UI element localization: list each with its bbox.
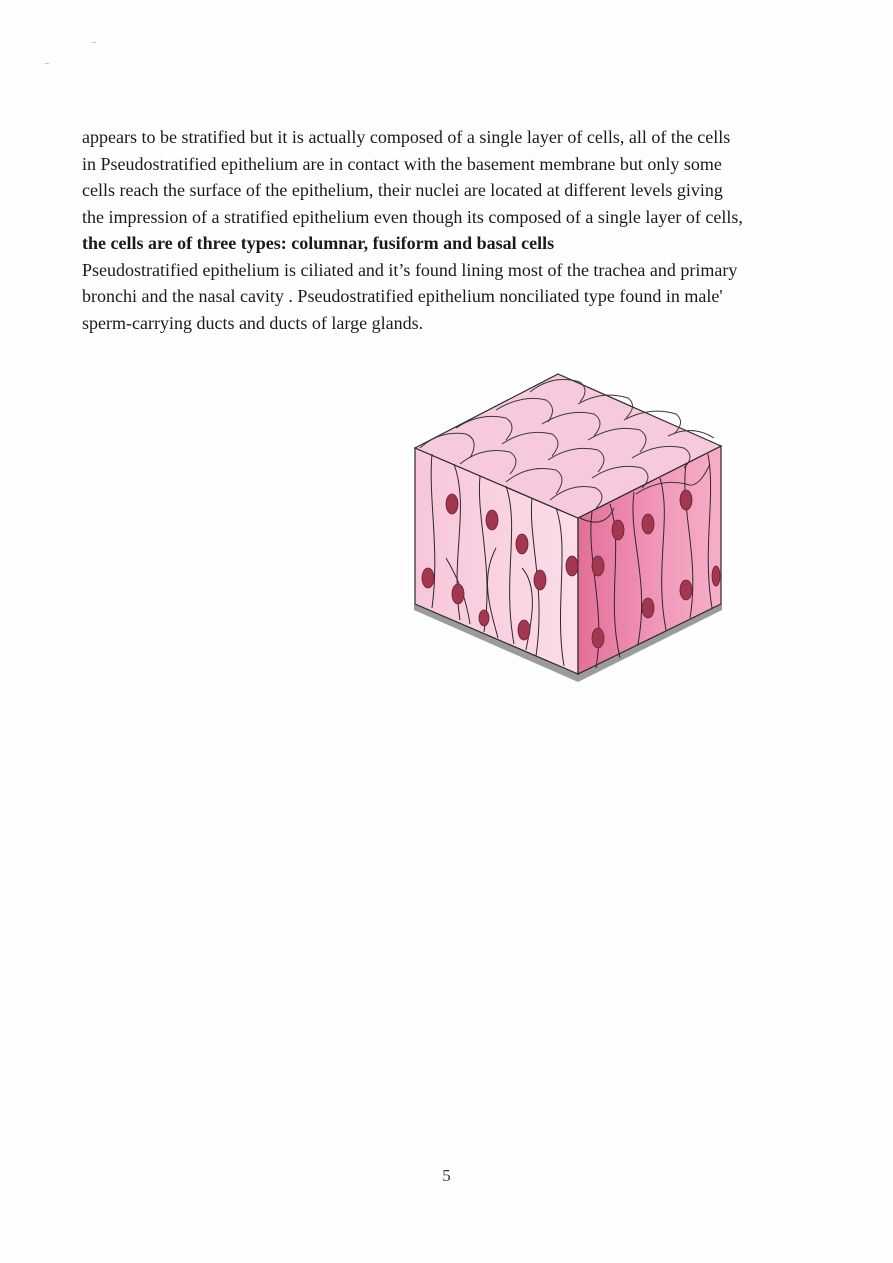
body-paragraph xyxy=(82,124,827,336)
text-line: Pseudostratified epithelium is ciliated and it’s found lining most of the trachea and primary xyxy=(82,259,738,280)
text-line: cells reach the surface of the epithelium, their nuclei are located at different levels giving xyxy=(82,180,723,200)
scan-speck xyxy=(45,63,49,64)
epithelium-block-drawing xyxy=(410,368,726,686)
page-number: 5 xyxy=(442,1166,451,1185)
text-line: in Pseudostratified epithelium are in contact with the basement membrane but only some xyxy=(82,153,722,174)
scan-speck xyxy=(92,42,96,43)
bold-text-line: the cells are of three types: columnar, fusiform and basal cells xyxy=(82,233,555,253)
epithelium-illustration xyxy=(410,368,726,686)
text-line: the impression of a stratified epithelium even though its composed of a single layer of cells, xyxy=(82,206,743,227)
text-line: bronchi and the nasal cavity . Pseudostratified epithelium nonciliated type found in male' xyxy=(82,286,723,306)
text-line: sperm-carrying ducts and ducts of large glands. xyxy=(82,312,424,333)
text-line: appears to be stratified but it is actually composed of a single layer of cells, all of the cells xyxy=(82,127,731,147)
